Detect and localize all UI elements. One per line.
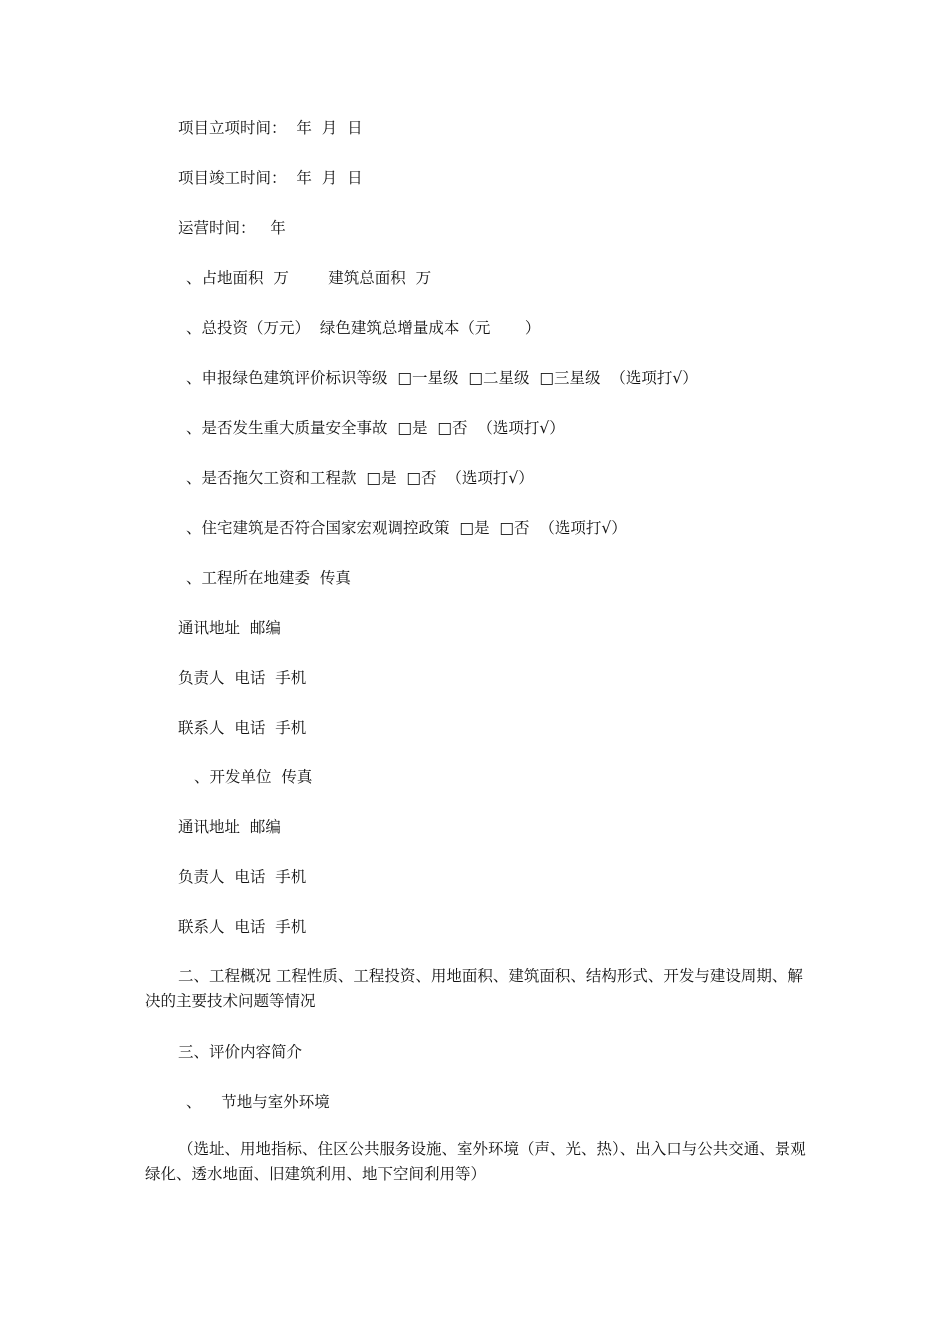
field-rating-level: 、申报绿色建筑评价标识等级 □一星级 □二星级 □三星级 （选项打√） [186, 369, 698, 387]
section-evaluation-summary: 三、评价内容简介 [178, 1043, 303, 1061]
field-operation-time: 运营时间： 年 [178, 219, 286, 237]
subsection-land-environment-note: （选址、用地指标、住区公共服务设施、室外环境（声、光、热）、出入口与公共交通、景观绿化、透水地面、旧建筑利用、地下空间利用等） [145, 1140, 806, 1183]
field-area: 、占地面积 万 建筑总面积 万 [186, 269, 432, 287]
field-contact-1: 联系人 电话 手机 [178, 719, 307, 737]
field-construction-committee: 、工程所在地建委 传真 [186, 569, 351, 587]
field-developer: 、开发单位 传真 [194, 768, 313, 786]
field-address-1: 通讯地址 邮编 [178, 619, 281, 637]
field-responsible-1: 负责人 电话 手机 [178, 669, 307, 687]
field-safety-accident: 、是否发生重大质量安全事故 □是 □否 （选项打√） [186, 419, 565, 437]
field-address-2: 通讯地址 邮编 [178, 818, 281, 836]
section-project-overview: 二、工程概况 工程性质、工程投资、用地面积、建筑面积、结构形式、开发与建设周期、解决的主要技术问题等情况 [145, 967, 803, 1010]
field-housing-policy: 、住宅建筑是否符合国家宏观调控政策 □是 □否 （选项打√） [186, 519, 627, 537]
field-responsible-2: 负责人 电话 手机 [178, 868, 307, 886]
subsection-land-environment: 、 节地与室外环境 [186, 1093, 330, 1111]
field-wage-arrears: 、是否拖欠工资和工程款 □是 □否 （选项打√） [186, 469, 534, 487]
field-approval-date: 项目立项时间： 年 月 日 [178, 119, 363, 137]
field-contact-2: 联系人 电话 手机 [178, 918, 307, 936]
field-investment: 、总投资（万元） 绿色建筑总增量成本（元 ） [186, 319, 541, 337]
field-completion-date: 项目竣工时间： 年 月 日 [178, 169, 363, 187]
